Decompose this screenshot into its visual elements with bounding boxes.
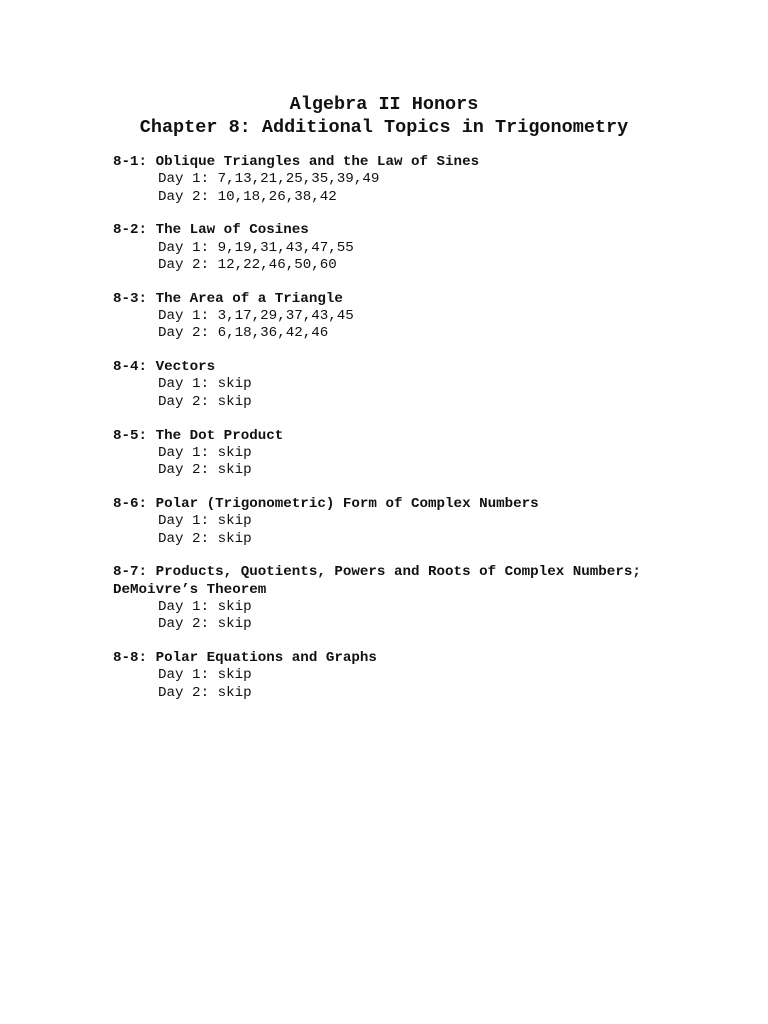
day-1-assignment: Day 1: 9,19,31,43,47,55 bbox=[158, 239, 354, 256]
document-title bbox=[0, 93, 768, 139]
section-heading: 8-4: Vectors bbox=[113, 359, 216, 376]
chapter-title: Chapter 8: Additional Topics in Trigonometry bbox=[139, 117, 629, 138]
day-2-assignment: Day 2: skip bbox=[158, 530, 252, 547]
section-heading: 8-6: Polar (Trigonometric) Form of Complex Numbers bbox=[113, 495, 539, 512]
day-1-assignment: Day 1: skip bbox=[158, 376, 252, 393]
day-2-assignment: Day 2: skip bbox=[158, 462, 252, 479]
day-2-assignment: Day 2: skip bbox=[158, 684, 252, 701]
section-8-1 bbox=[113, 154, 653, 206]
section-8-2 bbox=[113, 222, 653, 274]
assignment-list bbox=[113, 154, 653, 718]
section-8-3 bbox=[113, 291, 653, 343]
section-heading: 8-2: The Law of Cosines bbox=[113, 222, 309, 239]
section-heading: 8-3: The Area of a Triangle bbox=[113, 290, 343, 307]
section-heading: 8-1: Oblique Triangles and the Law of Sines bbox=[113, 154, 480, 170]
section-8-8 bbox=[113, 650, 653, 702]
day-2-assignment: Day 2: 6,18,36,42,46 bbox=[158, 325, 329, 342]
day-2-assignment: Day 2: 10,18,26,38,42 bbox=[158, 188, 337, 205]
day-1-assignment: Day 1: skip bbox=[158, 444, 252, 461]
section-8-7 bbox=[113, 564, 653, 633]
section-heading: 8-8: Polar Equations and Graphs bbox=[113, 650, 377, 667]
day-1-assignment: Day 1: skip bbox=[158, 598, 252, 615]
day-2-assignment: Day 2: skip bbox=[158, 393, 252, 410]
day-1-assignment: Day 1: 3,17,29,37,43,45 bbox=[158, 308, 354, 325]
day-1-assignment: Day 1: skip bbox=[158, 513, 252, 530]
day-2-assignment: Day 2: 12,22,46,50,60 bbox=[158, 256, 337, 273]
day-1-assignment: Day 1: skip bbox=[158, 667, 252, 684]
day-2-assignment: Day 2: skip bbox=[158, 616, 252, 633]
day-1-assignment: Day 1: 7,13,21,25,35,39,49 bbox=[158, 171, 380, 188]
section-8-5 bbox=[113, 428, 653, 480]
section-heading: 8-7: Products, Quotients, Powers and Roots of Complex Numbers; DeMoivre’s Theorem bbox=[113, 564, 650, 598]
course-title: Algebra II Honors bbox=[289, 94, 479, 115]
section-8-4 bbox=[113, 359, 653, 411]
section-heading: 8-5: The Dot Product bbox=[113, 427, 284, 444]
section-8-6 bbox=[113, 496, 653, 548]
